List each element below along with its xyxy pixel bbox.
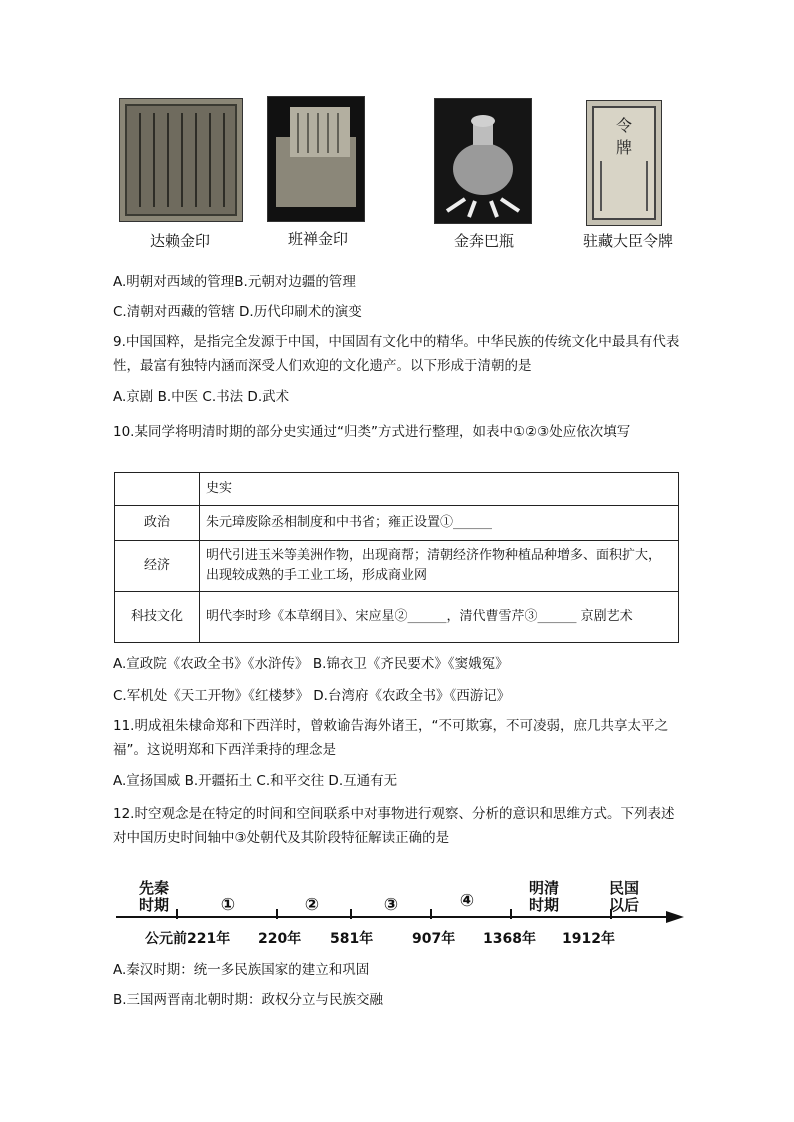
timeline-segment-4: ④ [459,891,475,911]
table-row [115,592,679,643]
q9-stem: 9.中国国粹，是指完全发源于中国，中国固有文化中的精华。中华民族的传统文化中最具有代表性，最富有独特内涵而深受人们欢迎的文化遗产。以下形成于清朝的是 [113,334,680,374]
table-cell [115,473,200,506]
table-row [115,541,679,592]
timeline-year: 581年 [330,931,374,947]
q9-options: A.京剧 B.中医 C.书法 D.武术 [113,389,290,405]
q11-options: A.宣扬国威 B.开疆拓土 C.和平交往 D.互通有无 [113,773,398,789]
timeline-segment-pre-qin: 先秦时期 [138,879,169,914]
table-row [115,473,679,506]
token-icon [587,101,661,225]
timeline-year: 公元前221年 [145,931,231,947]
table-category: 经济 [115,541,200,592]
timeline-segment-2: ② [304,895,320,915]
photo-caption: 班禅金印 [287,230,348,248]
timeline-year: 1368年 [483,931,536,947]
q10-stem: 10.某同学将明清时期的部分史实通过“归类”方式进行整理，如表中①②③处应依次填写 [113,424,631,440]
table-content: 朱元璋废除丞相制度和中书省；雍正设置①______ [200,506,679,541]
table-content: 明代引进玉米等美洲作物，出现商帮；清朝经济作物种植品种增多、面积扩大，出现较成熟的手工业工场，形成商业网 [200,541,679,592]
photo-caption: 金奔巴瓶 [453,232,514,250]
table-category: 科技文化 [115,592,200,643]
q10-options-line2: C.军机处《天工开物》《红楼梦》 D.台湾府《农政全书》《西游记》 [113,688,511,704]
panchen-seal-photo [267,96,365,222]
q12-option-b: B.三国两晋南北朝时期：政权分立与民族交融 [113,992,384,1008]
q11-stem: 11.明成祖朱棣命郑和下西洋时，曾敕谕告海外诸王，“不可欺寡，不可凌弱，庶几共享太平之福”。这说明郑和下西洋秉持的理念是 [113,718,668,758]
gold-seal-icon [268,97,364,221]
table-content: 明代李时珍《本草纲目》、宋应星②______，清代曹雪芹③______ 京剧艺术 [200,592,679,643]
svg-text:令: 令 [615,116,633,135]
history-table [114,472,679,643]
timeline-segment-3: ③ [383,895,399,915]
photo-caption: 达赖金印 [149,232,210,250]
table-header: 史实 [200,473,679,506]
q10-options-line1: A.宣政院《农政全书》《水浒传》 B.锦衣卫《齐民要术》《窦娥冤》 [113,656,509,672]
q8-options-line2: C.清朝对西藏的管辖 D.历代印刷术的演变 [113,304,362,320]
timeline-segment-1: ① [220,895,236,915]
timeline-segment-ming-qing: 明清时期 [528,879,559,914]
golden-urn-icon [435,99,531,223]
q12-stem: 12.时空观念是在特定的时间和空间联系中对事物进行观察、分析的意识和思维方式。下列表述对中国历史时间轴中③处朝代及其阶段特征解读正确的是 [113,806,675,846]
amban-token-photo [586,100,662,226]
timeline-segment-republic: 民国以后 [608,879,639,914]
q12-option-a: A.秦汉时期：统一多民族国家的建立和巩固 [113,962,370,978]
golden-urn-photo [434,98,532,224]
dalai-seal-photo [119,98,243,222]
timeline-year: 907年 [412,931,456,947]
photo-caption: 驻藏大臣令牌 [582,232,673,250]
table-category: 政治 [115,506,200,541]
timeline-year: 1912年 [562,931,615,947]
timeline-year: 220年 [258,931,302,947]
gold-seal-icon [120,99,242,221]
svg-text:牌: 牌 [615,138,633,157]
q8-options-line1: A.明朝对西域的管理B.元朝对边疆的管理 [113,274,356,290]
table-row [115,506,679,541]
